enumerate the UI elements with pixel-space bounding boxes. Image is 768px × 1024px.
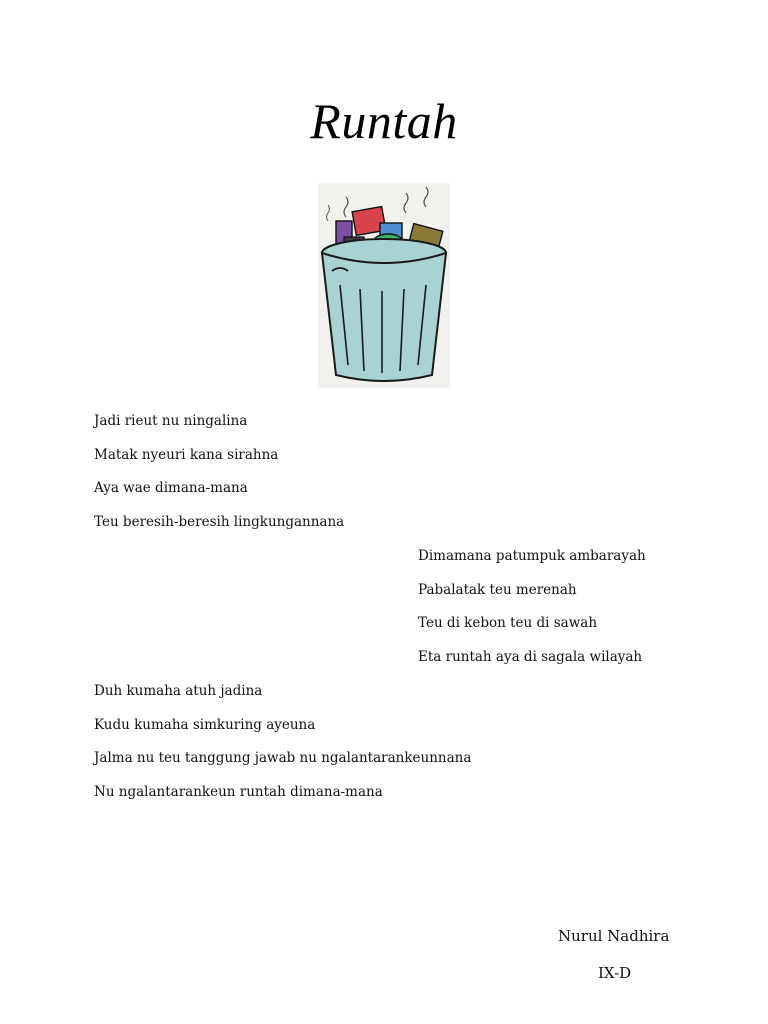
poem-line: Jadi rieut nu ningalina (94, 413, 248, 429)
poem-line: Dimamana patumpuk ambarayah (418, 548, 646, 564)
poem-line: Aya wae dimana-mana (94, 480, 248, 497)
author-name: Nurul Nadhira (558, 927, 670, 945)
stanza-2 (418, 548, 646, 683)
poem-line: Jalma nu teu tanggung jawab nu ngalantarankeunnana (94, 750, 472, 767)
poem-line: Pabalatak teu merenah (418, 581, 577, 598)
poem-title: Runtah (310, 93, 458, 149)
poem-line: Teu di kebon teu di sawah (418, 615, 598, 632)
author-class: IX-D (598, 964, 632, 982)
poem-line: Duh kumaha atuh jadina (94, 683, 263, 699)
stanza-1 (94, 413, 344, 548)
poem-line: Eta runtah aya di sagala wilayah (418, 649, 643, 666)
poem-line: Nu ngalantarankeun runtah dimana-mana (94, 784, 383, 801)
poem-line: Matak nyeuri kana sirahna (94, 446, 279, 463)
poem-line: Kudu kumaha simkuring ayeuna (94, 716, 316, 733)
stanza-3 (94, 683, 471, 818)
trash-can-icon (318, 183, 450, 388)
poem-line: Teu beresih-beresih lingkungannana (94, 514, 345, 531)
